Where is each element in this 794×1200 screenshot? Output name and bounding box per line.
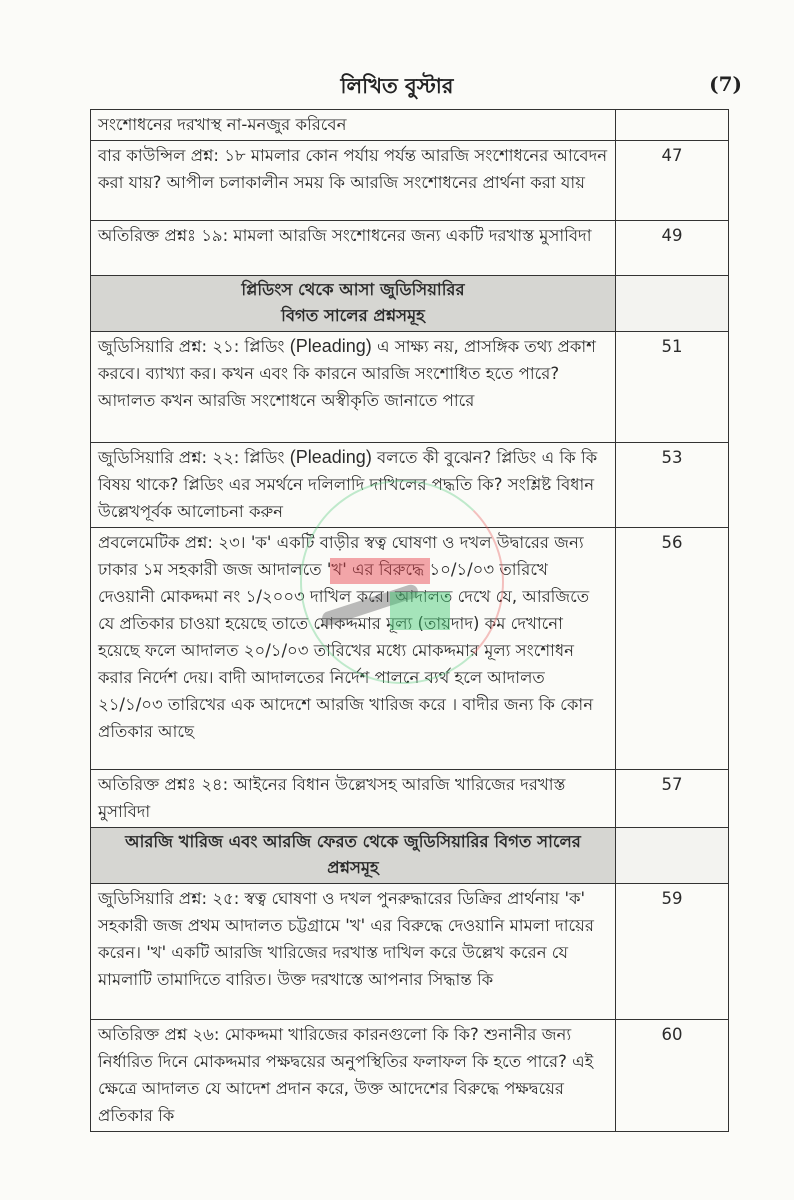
page-number: (7) (709, 72, 742, 96)
table-row (91, 528, 729, 770)
question-cell (91, 443, 616, 528)
page-cell (616, 828, 729, 884)
section-heading-line: প্রশ্নসমূহ (327, 858, 379, 877)
page-cell: 49 (616, 221, 729, 276)
section-heading (91, 828, 616, 884)
question-text: এ সাক্ষ্য নয়, প্রাসঙ্গিক তথ্য প্রকাশ করবে। ব্যাখ্যা কর। কখন এবং কি কারনে আরজি সংশোধিত হতে পারে? আদালত কখন আরজি সংশোধনে অস্বীকৃতি জানাতে পারে (98, 337, 596, 410)
page-cell: 53 (616, 443, 729, 528)
running-title: লিখিত বুস্টার (340, 74, 454, 98)
table-row (91, 884, 729, 1020)
question-cell: অতিরিক্ত প্রশ্নঃ ১৯: মামলা আরজি সংশোধনের জন্য একটি দরখাস্ত মুসাবিদা (91, 221, 616, 276)
table-row (91, 443, 729, 528)
page-cell: 51 (616, 332, 729, 443)
question-latin-term: (Pleading) (289, 336, 372, 356)
section-heading-line: প্লিডিংস থেকে আসা জুডিসিয়ারির (241, 280, 465, 299)
question-cell: জুডিসিয়ারি প্রশ্ন: ২৫: স্বত্ব ঘোষণা ও দখল পুনরুদ্ধারের ডিক্রির প্রার্থনায় 'ক' সহকারী জজ প্রথম আদালত চট্টগ্রামে 'খ' এর বিরুদ্ধে দেওয়ানি মামলা দায়ের করেন। 'খ' একটি আরজি খারিজের দরখাস্ত দাখিল করে উল্লেখ করেন যে মামলাটি তামাদিতে বারিত। উক্ত দরখাস্তে আপনার সিদ্ধান্ত কি (91, 884, 616, 1020)
question-cell: বার কাউন্সিল প্রশ্ন: ১৮ মামলার কোন পর্যায় পর্যন্ত আরজি সংশোধনের আবেদন করা যায়? আপীল চলাকালীন সময় কি আরজি সংশোধনের প্রার্থনা করা যায় (91, 141, 616, 221)
page-cell: 56 (616, 528, 729, 770)
section-heading-line: আরজি খারিজ এবং আরজি ফেরত থেকে জুডিসিয়ারির বিগত সালের (125, 832, 581, 851)
section-heading (91, 276, 616, 332)
table-row (91, 1020, 729, 1132)
page-cell: 57 (616, 770, 729, 828)
section-header-row (91, 828, 729, 884)
page-cell: 59 (616, 884, 729, 1020)
question-text: বলতে কী বুঝেন? প্লিডিং এ কি কি বিষয় থাকে? প্লিডিং এর সমর্থনে দলিলাদি দাখিলের পদ্ধতি কি? সংশ্লিষ্ট বিধান উল্লেখপূর্বক আলোচনা করুন (98, 448, 598, 521)
page-cell (616, 110, 729, 141)
question-cell: সংশোধনের দরখাস্থ না-মনজুর করিবেন (91, 110, 616, 141)
section-header-row (91, 276, 729, 332)
table-row (91, 110, 729, 141)
question-cell: প্রবলেমেটিক প্রশ্ন: ২৩। 'ক' একটি বাড়ীর স্বত্ব ঘোষণা ও দখল উদ্বারের জন্য ঢাকার ১ম সহকারী জজ আদালতে 'খ' এর বিরুদ্ধে ১০/১/০৩ তারিখে দেওয়ানী মোকদ্দমা নং ১/২০০৩ দাখিল করে। আদালত দেখে যে, আরজিতে যে প্রতিকার চাওয়া হয়েছে তাতে মোকদ্দমার মূল্য (তায়দাদ) কম দেখানো হয়েছে ফলে আদালত ২০/১/০৩ তারিখের মধ্যে মোকদ্দমার মূল্য সংশোধন করার নির্দেশ দেয়। বাদী আদালতের নির্দেশ পালনে ব্যর্থ হলে আদালত ২১/১/০৩ তারিখের এক আদেশে আরজি খারিজ করে । বাদীর জন্য কি কোন প্রতিকার আছে (91, 528, 616, 770)
section-heading-line: বিগত সালের প্রশ্নসমূহ (281, 306, 425, 325)
question-cell: অতিরিক্ত প্রশ্ন ২৬: মোকদ্দমা খারিজের কারনগুলো কি কি? শুনানীর জন্য নির্ধারিত দিনে মোকদ্দমার পক্ষদ্বয়ের অনুপস্থিতির ফলাফল কি হতে পারে? এই ক্ষেত্রে আদালত যে আদেশ প্রদান করে, উক্ত আদেশের বিরুদ্ধে পক্ষদ্বয়ের প্রতিকার কি (91, 1020, 616, 1132)
page-cell: 47 (616, 141, 729, 221)
contents-table (90, 109, 729, 1132)
page-cell: 60 (616, 1020, 729, 1132)
page-header (0, 66, 794, 106)
table-row (91, 221, 729, 276)
table-row (91, 332, 729, 443)
question-text: জুডিসিয়ারি প্রশ্ন: ২২: প্লিডিং (98, 448, 290, 467)
question-latin-term: (Pleading) (289, 447, 372, 467)
question-cell (91, 332, 616, 443)
question-text: জুডিসিয়ারি প্রশ্ন: ২১: প্লিডিং (98, 337, 290, 356)
table-row (91, 770, 729, 828)
table-row (91, 141, 729, 221)
page-cell (616, 276, 729, 332)
question-cell: অতিরিক্ত প্রশ্নঃ ২৪: আইনের বিধান উল্লেখসহ আরজি খারিজের দরখাস্ত মুসাবিদা (91, 770, 616, 828)
